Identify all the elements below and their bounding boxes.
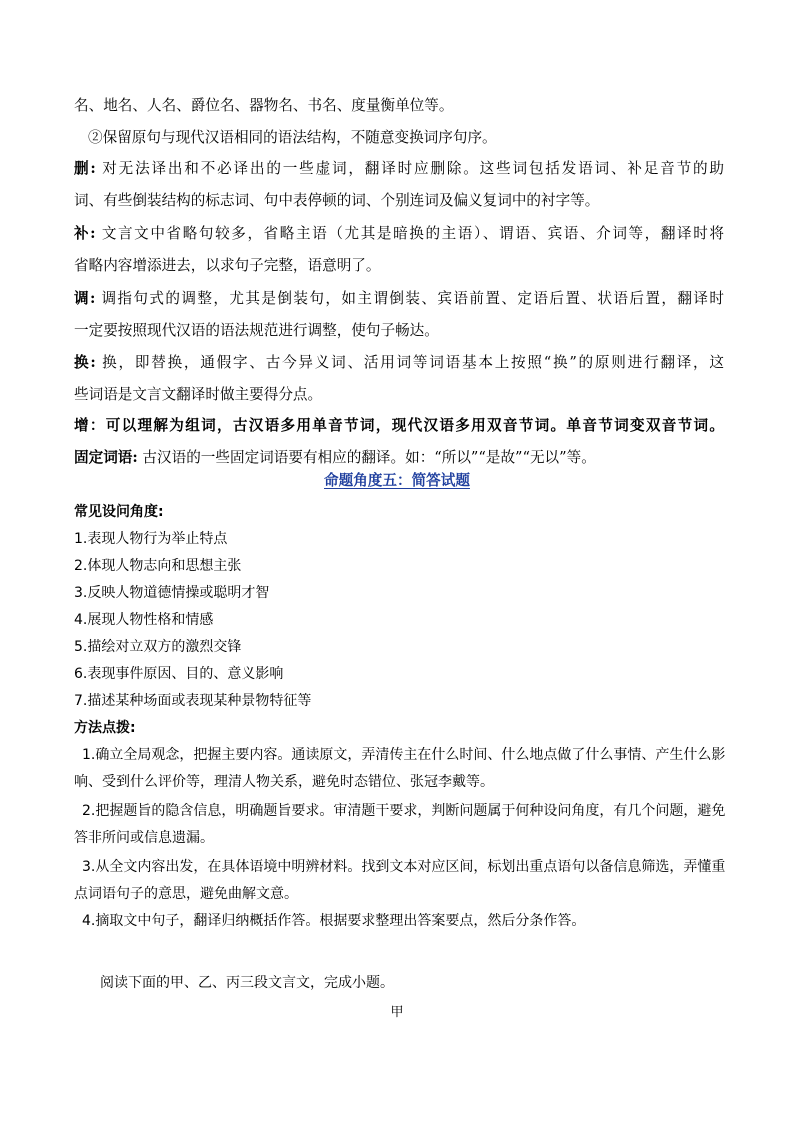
tip-line: 3.从全文内容出发，在具体语境中明辨材料。找到文本对应区间，标划出重点语句以备信息筛选，弄懂重 (82, 859, 726, 875)
term-text: 换，即替换，通假字、古今异义词、活用词等词语基本上按照“换”的原则进行翻译，这 (102, 354, 724, 371)
tip-line: 响、受到什么评价等，理清人物关系，避免时态错位、张冠李戴等。 (74, 774, 494, 790)
list-item: 5.描绘对立双方的激烈交锋 (74, 639, 242, 655)
paragraph-line: 词、有些倒装结构的标志词、句中表停顿的词、个别连词及偏义复词中的衬字等。 (74, 192, 600, 209)
paragraph-line: ②保留原句与现代汉语相同的语法结构，不随意变换词序句序。 (88, 129, 497, 146)
paragraph-line: 名、地名、人名、爵位名、器物名、书名、度量衡单位等。 (74, 97, 454, 114)
list-item: 7.描述某种场面或表现某种景物特征等 (74, 693, 312, 709)
term-text: 对无法译出和不必译出的一些虚词，翻译时应删除。这些词包括发语词、补足音节的助 (102, 160, 724, 177)
list-item: 1.表现人物行为举止特点 (74, 531, 228, 547)
term-text: 调指句式的调整，尤其是倒装句，如主谓倒装、宾语前置、定语后置、状语后置，翻译时 (101, 290, 724, 307)
term-bu: 补: (74, 225, 96, 242)
paragraph-huan-1 (74, 353, 724, 373)
term-huan: 换: (74, 354, 96, 371)
tip-line: 4.摘取文中句子，翻译归纳概括作答。根据要求整理出答案要点，然后分条作答。 (82, 913, 586, 929)
method-tips-title: 方法点拨: (74, 720, 136, 736)
paragraph-zeng: 增：可以理解为组词，古汉语多用单音节词，现代汉语多用双音节词。单音节词变双音节词。 (74, 417, 724, 434)
term-text: 文言文中省略句较多，省略主语（尤其是暗换的主语）、谓语、宾语、介词等，翻译时将 (101, 225, 724, 242)
list-item: 4.展现人物性格和情感 (74, 612, 214, 628)
paragraph-shan-1 (74, 159, 724, 179)
paragraph-line: 些词语是文言文翻译时做主要得分点。 (74, 386, 323, 403)
passage-label: 甲 (390, 1005, 404, 1020)
paragraph-guding (74, 448, 724, 468)
reading-instruction: 阅读下面的甲、乙、丙三段文言文，完成小题。 (100, 975, 394, 991)
term-guding: 固定词语: (74, 449, 138, 466)
term-shan: 删: (74, 160, 96, 177)
tip-line: 1.确立全局观念，把握主要内容。通读原文，弄清传主在什么时间、什么地点做了什么事情、产生什么影 (82, 747, 726, 763)
question-angles-title: 常见设问角度: (74, 504, 164, 520)
paragraph-line: 省略内容增添进去，以求句子完整，语意明了。 (74, 257, 381, 274)
paragraph-tiao-1 (74, 289, 724, 309)
list-item: 6.表现事件原因、目的、意义影响 (74, 666, 284, 682)
term-tiao: 调: (74, 290, 96, 307)
tip-line: 点词语句子的意思，避免曲解文意。 (74, 886, 298, 902)
section-heading: 命题角度五：简答试题 (324, 472, 470, 489)
paragraph-line: 一定要按照现代汉语的语法规范进行调整，使句子畅达。 (74, 322, 439, 339)
list-item: 2.体现人物志向和思想主张 (74, 558, 242, 574)
paragraph-bu-1 (74, 224, 724, 244)
tip-line: 2.把握题旨的隐含信息，明确题旨要求。审清题干要求，判断问题属于何种设问角度，有几个问题，避免 (82, 803, 726, 819)
tip-line: 答非所问或信息遗漏。 (74, 830, 214, 846)
list-item: 3.反映人物道德情操或聪明才智 (74, 585, 270, 601)
term-text: 古汉语的一些固定词语要有相应的翻译。如：“所以”“是故”“无以”等。 (142, 449, 596, 466)
